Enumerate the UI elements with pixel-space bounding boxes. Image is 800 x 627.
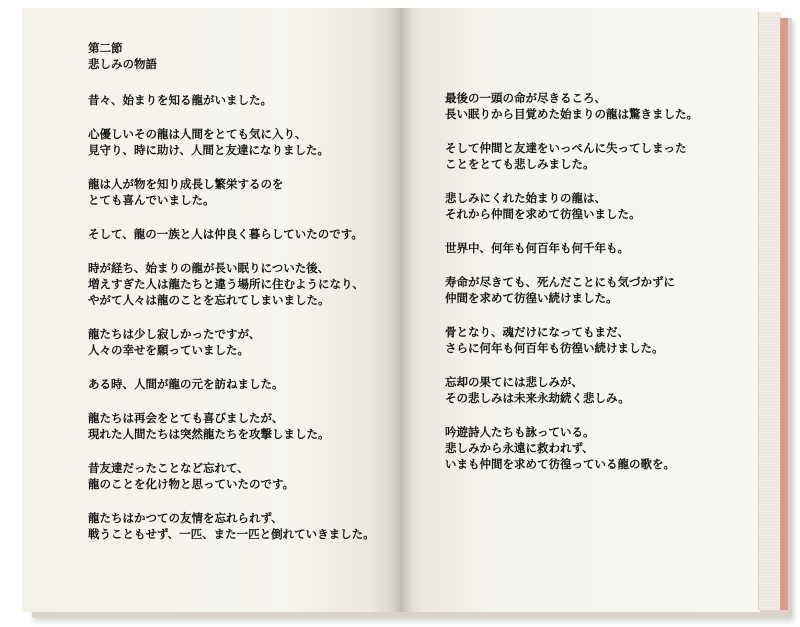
text-line: 最後の一頭の命が尽きるころ、 <box>445 91 606 105</box>
text-line: 龍のことを化け物と思っていたのです。 <box>88 477 295 491</box>
text-line: 長い眠りから目覚めた始まりの龍は驚きました。 <box>445 107 698 121</box>
text-line: そして仲間と友達をいっぺんに失ってしまった <box>445 141 687 155</box>
text-line: さらに何年も何百年も彷徨い続けました。 <box>445 341 664 355</box>
paragraph <box>88 510 388 542</box>
paragraph <box>445 324 745 356</box>
text-line: 骨となり、魂だけになってもまだ、 <box>445 325 629 339</box>
text-line: 増えすぎた人は龍たちと違う場所に住むようになり、 <box>88 277 364 291</box>
page-edges <box>758 12 781 610</box>
text-line: 吟遊詩人たちも詠っている。 <box>445 425 595 439</box>
text-line: 寿命が尽きても、死んだことにも気づかずに <box>445 275 675 289</box>
paragraph <box>445 374 745 406</box>
paragraph <box>88 126 388 158</box>
section-title: 第二節 <box>88 41 123 55</box>
text-line: その悲しみは未来永劫続く悲しみ。 <box>445 391 630 405</box>
text-line: 現れた人間たちは突然龍たちを攻撃しました。 <box>88 427 330 441</box>
paragraph <box>88 376 388 392</box>
paragraph <box>445 140 745 172</box>
cover-edge-band <box>780 18 788 610</box>
text-line: やがて人々は龍のことを忘れてしまいました。 <box>88 293 330 307</box>
left-page-text <box>88 40 388 560</box>
paragraph <box>88 176 388 208</box>
text-line: 龍たちは少し寂しかったですが、 <box>88 327 261 341</box>
text-line: いまも仲間を求めて彷徨っている龍の歌を。 <box>445 457 675 471</box>
paragraph <box>88 226 388 242</box>
section-subtitle: 悲しみの物語 <box>88 57 157 71</box>
paragraph <box>445 274 745 306</box>
paragraph <box>88 92 388 108</box>
text-line: 昔々、始まりを知る龍がいました。 <box>88 93 272 107</box>
text-line: 時が経ち、始まりの龍が長い眠りについた後、 <box>88 261 330 275</box>
text-line: 仲間を求めて彷徨い続けました。 <box>445 291 618 305</box>
paragraph <box>445 190 745 222</box>
text-line: 忘却の果てには悲しみが、 <box>445 375 583 389</box>
text-line: 見守り、時に助け、人間と友達になりました。 <box>88 143 330 157</box>
paragraph <box>88 460 388 492</box>
right-page-text <box>445 90 745 490</box>
paragraph <box>445 240 745 256</box>
paragraph <box>88 326 388 358</box>
paragraph <box>88 260 388 308</box>
paragraph <box>88 410 388 442</box>
text-line: 龍たちはかつての友情を忘れられず、 <box>88 511 283 525</box>
text-line: 人々の幸せを願っていました。 <box>88 343 249 357</box>
text-line: それから仲間を求めて彷徨いました。 <box>445 207 641 221</box>
text-line: 戦うこともせず、一匹、また一匹と倒れていきました。 <box>88 527 375 541</box>
text-line: 昔友達だったことなど忘れて、 <box>88 461 249 475</box>
text-line: そして、龍の一族と人は仲良く暮らしていたのです。 <box>88 227 363 241</box>
paragraph <box>445 424 745 472</box>
paragraph <box>445 90 745 122</box>
text-line: ある時、人間が龍の元を訪ねました。 <box>88 377 284 391</box>
text-line: 世界中、何年も何百年も何千年も。 <box>445 241 629 255</box>
text-line: 悲しみから永遠に救われず、 <box>445 441 594 455</box>
text-line: とても喜んでいました。 <box>88 193 215 207</box>
text-line: 龍は人が物を知り成長し繁栄するのを <box>88 177 284 191</box>
right-paragraphs <box>445 90 745 472</box>
text-line: 悲しみにくれた始まりの龍は、 <box>445 191 606 205</box>
book-gutter <box>390 8 412 612</box>
left-paragraphs <box>88 92 388 542</box>
text-line: 心優しいその龍は人間をとても気に入り、 <box>88 127 307 141</box>
text-line: ことをとても悲しみました。 <box>445 157 595 171</box>
text-line: 龍たちは再会をとても喜びましたが、 <box>88 411 284 425</box>
